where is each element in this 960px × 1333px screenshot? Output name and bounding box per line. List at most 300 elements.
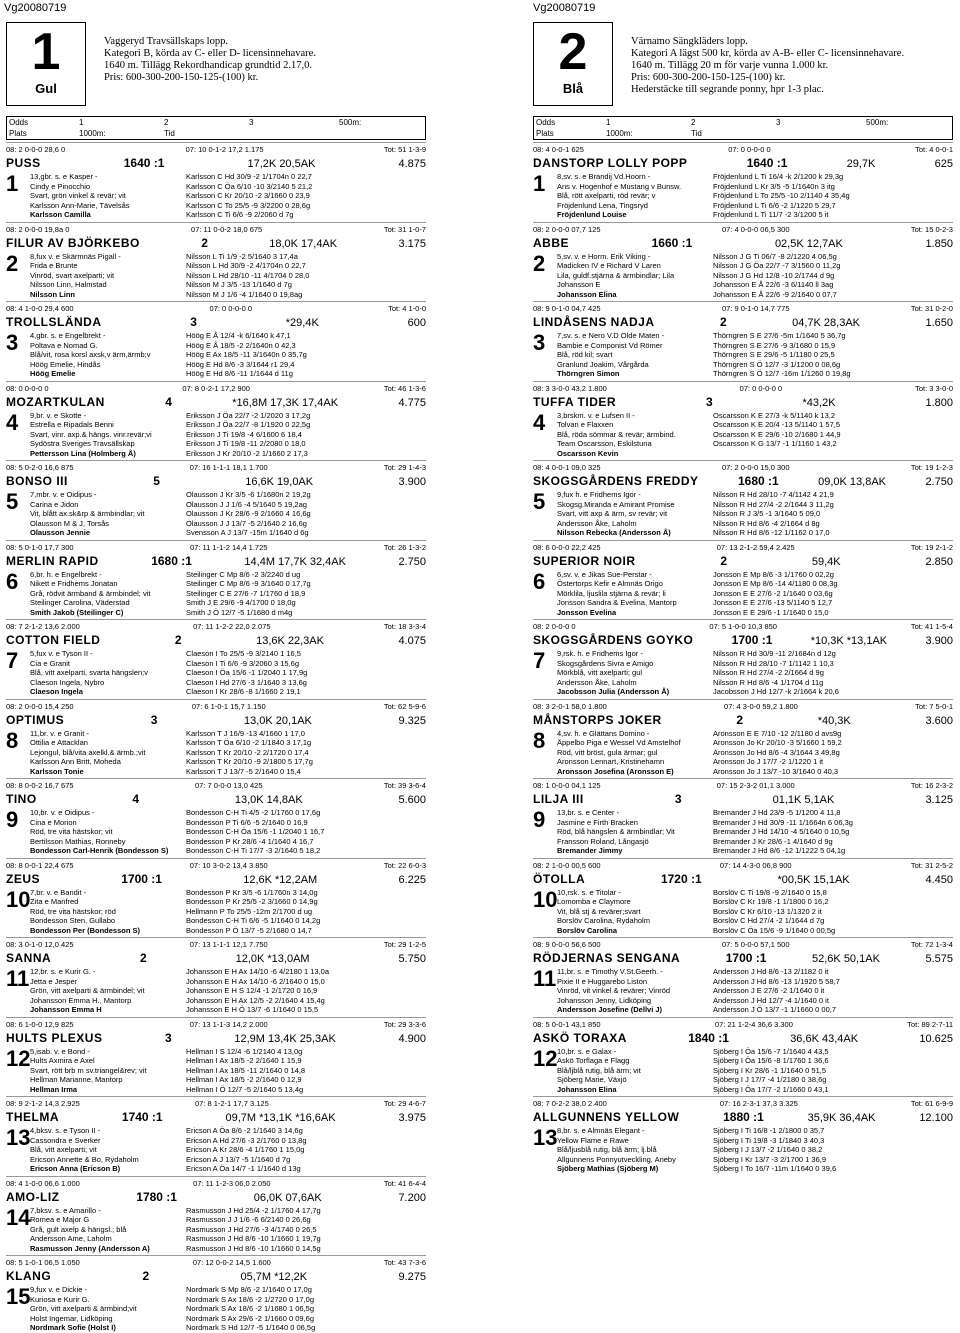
horse-name: BONSO III — [6, 474, 68, 488]
result-line: Jonsson E E 27/6 -2 1/1640 0 03,6g — [713, 588, 833, 598]
horse-driver: Aronsson Josefina (Aronsson E) — [557, 766, 674, 776]
horse-info-line: 12,br. s. e Kurir G. - — [30, 967, 96, 976]
race-condition-line: Pris: 600-300-200-150-125-(100) kr. — [104, 72, 259, 83]
horse-distance: 1840 :1 — [688, 1030, 729, 1045]
horse-body — [533, 967, 953, 1015]
stats-2007: 07: 8 1-2-1 17,7 3.125 — [194, 1099, 269, 1108]
race-condition-line: Kategori B, körda av C- eller D- licensinnehavare. — [104, 48, 316, 59]
horse-info — [557, 1126, 707, 1174]
horse-info-line: Team Oscarsson, Eskilstuna — [557, 439, 652, 448]
horse-body — [533, 1047, 953, 1095]
horse-info-line: 11,br. s. e Timothy V.St.Geerh. - — [557, 967, 663, 976]
horse-info-line: Cassondra e Sverker — [30, 1135, 101, 1145]
horse-entry — [533, 381, 953, 459]
horse-name-row — [533, 554, 953, 568]
horse-info-line: Östertorps Kefir e Almnäs Origo — [557, 579, 663, 588]
horse-record: 09,0K 13,8AK — [818, 476, 886, 488]
stats-2008: 08: 1 0-0-0 04,1 125 — [533, 781, 601, 790]
horse-info-line: Nilsson Linn, Halmstad — [30, 280, 107, 289]
horse-info — [557, 172, 707, 220]
horse-earnings: 2.750 — [398, 555, 426, 568]
horse-driver: Rasmusson Jenny (Andersson A) — [30, 1243, 150, 1253]
horse-distance: 3 — [150, 712, 158, 727]
stats-2008: 08: 2 0-0-0 28,6 0 — [6, 145, 66, 154]
result-line: Höög E Hd 8/6 -3 3/1644 r1 29,4 — [186, 359, 295, 369]
horse-info-line: Borslöv Carolina, Rydaholm — [557, 916, 650, 925]
horse-info-line: Svart, rött brb m sv.triangel&rev; vit — [30, 1065, 147, 1075]
stats-2007: 07: 11 1-2-3 06,0 2.050 — [193, 1178, 271, 1188]
horse-driver: Smith Jakob (Steilinger C) — [30, 607, 124, 617]
stats-2007: 07: 4 0-0-0 06,5 300 — [721, 224, 790, 234]
stats-total: Tot: 31 2-5-2 — [910, 860, 953, 870]
horse-entry — [6, 937, 426, 1015]
odds-box-label: Tid — [691, 129, 702, 138]
stats-2008: 08: 3 3-0-0 43,2 1.800 — [533, 383, 607, 393]
horse-stats — [6, 384, 426, 393]
horse-entry — [6, 1176, 426, 1254]
result-line: Borslöv C Kr 19/8 -1 1/1800 0 16,2 — [713, 897, 829, 906]
start-number: 3 — [533, 330, 546, 355]
horse-earnings: 2.850 — [925, 555, 953, 568]
horse-info-line: Grön, vitt axelparti & ärmbindel; vit — [30, 986, 145, 995]
result-line: Bremander J Hd 23/9 -5 1/1200 4 11,8 — [713, 808, 841, 817]
stats-2008: 08: 9 2-1-2 14,3 2.925 — [6, 1099, 80, 1108]
horse-earnings: 9.275 — [398, 1271, 426, 1283]
stats-total: Tot: 43 7-3-6 — [383, 1258, 426, 1267]
result-line: Ericson A Hd 27/6 -3 2/1760 0 13,8g — [186, 1135, 307, 1145]
horse-distance: 1720 :1 — [660, 871, 702, 886]
result-line: Hellman I Ax 18/5 -2 2/1640 0 12,9 — [186, 1075, 302, 1084]
stats-2008: 08: 7 2-1-2 13,6 2.000 — [6, 622, 80, 631]
start-number: 5 — [6, 489, 19, 514]
stats-2008: 08: 4 0-0-1 625 — [533, 145, 584, 154]
horse-info-line: 9,rsk. h. e Fridhems Igor - — [557, 649, 643, 658]
result-line: Nordmark S Hd 12/7 -5 1/1640 0 06,5g — [186, 1323, 316, 1332]
horse-name: SKOGSGÅRDENS FREDDY — [533, 474, 699, 488]
result-line: Johansson E H S 12/4 -1 2/1720 0 16,9 — [186, 986, 318, 995]
result-line: Thörngren S Ö 12/7 -3 1/1200 0 08,6g — [713, 359, 841, 369]
result-line: Bondesson P Ö 13/7 -5 2/1680 0 14,7 — [186, 925, 312, 935]
horse-driver: Oscarsson Kevin — [557, 448, 619, 458]
horse-distance: 2 — [736, 712, 744, 727]
stats-total: Tot: 22 6-0-3 — [383, 860, 426, 870]
result-line: Ericson A Kr 28/6 -4 1/1760 1 15,0g — [186, 1145, 305, 1154]
horse-info-line: Nikett e Fridhems Jonatan — [30, 579, 118, 588]
horse-record: 16,6K 19,0AK — [245, 476, 314, 488]
horse-driver: Johansson Elina — [557, 1084, 617, 1094]
horse-info-line: Estrella e Ripadals Benni — [30, 420, 114, 429]
start-number: 13 — [533, 1125, 558, 1150]
odds-box-label: Odds — [9, 118, 29, 127]
stats-2008: 08: 8 0-0-1 22,4 675 — [6, 860, 74, 870]
stats-total: Tot: 72 1-3-4 — [910, 940, 953, 949]
horse-info-line: Askö Torflaga e Flagg — [557, 1056, 630, 1065]
odds-box-label: Tid — [164, 129, 175, 138]
horse-earnings: 3.975 — [398, 1112, 426, 1124]
horse-earnings: 3.125 — [925, 794, 953, 806]
horse-stats — [6, 861, 426, 870]
odds-box-label: 500m: — [866, 118, 889, 127]
result-line: Sjöberg I Öa 15/6 -8 1/1760 1 36,6 — [713, 1056, 829, 1065]
horse-results — [713, 411, 953, 459]
horse-stats — [533, 384, 953, 393]
horse-entry — [6, 1096, 426, 1174]
result-line: Thörngren S Ö 12/7 -16m 1/1260 0 19,8g — [713, 369, 851, 378]
horse-info — [30, 570, 180, 618]
horse-name-row — [6, 792, 426, 806]
result-line: Nilsson R Hd 28/10 -7 1/1142 1 10,3 — [713, 658, 834, 668]
stats-2008: 08: 5 0-1-0 17,7 300 — [6, 542, 74, 552]
horse-info — [557, 570, 707, 618]
start-number: 9 — [533, 807, 546, 832]
stats-total: Tot: 29 1-2-5 — [383, 940, 426, 949]
horse-info-line: Andersson Åke, Laholm — [557, 518, 637, 528]
result-line: Nilsson J G Öa 22/7 -7 3/1560 0 11,2g — [713, 261, 841, 270]
result-line: Olausson J Kr 3/5 -6 1/1680n 2 19,2g — [186, 490, 311, 499]
stats-total: Tot: 39 3-6-4 — [383, 781, 426, 790]
result-line: Borslöv C Öa 15/6 -9 1/1640 0 00,5g — [713, 925, 836, 935]
horse-info — [557, 1047, 707, 1095]
horse-name: MERLIN RAPID — [6, 553, 99, 568]
horse-entry — [6, 778, 426, 856]
horse-info — [30, 729, 180, 777]
horse-info-line: Lomomba e Claymore — [557, 897, 631, 906]
horse-info — [30, 1285, 180, 1333]
horse-driver: Ericson Anna (Ericson B) — [30, 1164, 121, 1173]
horse-stats — [6, 1020, 426, 1029]
result-line: Johansson E Å 22/6 -9 2/1640 0 07,7 — [713, 289, 837, 299]
horse-stats — [533, 463, 953, 472]
horse-driver: Nilsson Linn — [30, 289, 75, 299]
race-column-2 — [533, 22, 953, 1174]
horse-distance: 2 — [201, 235, 208, 250]
stats-2008: 08: 0 0-0-0 0 — [6, 383, 49, 393]
horse-info-line: Kuriosa e Kurir G. — [30, 1294, 90, 1304]
result-line: Steilinger C Mp 8/6 -2 3/2240 d ug — [186, 569, 301, 579]
horse-earnings: 1.800 — [925, 396, 953, 409]
horse-info-line: Mörklila, ljuslila stjärna & revär; li — [557, 588, 666, 598]
horse-driver: Sjöberg Mathias (Sjöberg M) — [557, 1164, 659, 1173]
horse-record: 06,0K 07,6AK — [253, 1191, 322, 1204]
result-line: Jonsson E Mp 8/6 -14 4/1180 0 08,3g — [713, 579, 838, 588]
horse-info-line: Jetta e Jesper — [30, 976, 78, 986]
horse-earnings: 4.450 — [925, 873, 953, 886]
horse-results — [186, 729, 426, 777]
horse-name: LINDÅSENS NADJA — [533, 315, 655, 329]
result-line: Sjöberg I J 17/7 -4 1/2180 0 38,6g — [713, 1075, 827, 1084]
horse-info-line: 9,br. v. e Skotte - — [30, 410, 87, 420]
horse-distance: 2 — [720, 553, 728, 568]
stats-2008: 08: 5 0-0-1 43,1 850 — [533, 1019, 601, 1029]
result-line: Sjöberg I Kr 13/7 -3 2/1700 1 36,9 — [713, 1154, 826, 1164]
horse-info-line: 5,fux v. e Tyson II - — [30, 649, 93, 658]
horse-results — [186, 570, 426, 618]
start-number: 12 — [6, 1045, 31, 1071]
result-line: Nilsson M J 1/6 -4 1/1640 0 19,8ag — [186, 289, 303, 299]
horse-name: OPTIMUS — [6, 712, 65, 727]
start-number: 12 — [533, 1045, 558, 1071]
horse-info-line: Tolvan e Flaxxen — [557, 420, 614, 429]
horse-distance: 2 — [174, 633, 182, 647]
horse-record: 09,7M *13,1K *16,6AK — [225, 1112, 336, 1124]
result-line: Höög E Å 12/4 -k 6/1640 k 47,1 — [186, 331, 291, 340]
horse-earnings: 10.625 — [919, 1032, 953, 1045]
horse-info — [557, 649, 707, 697]
race-number: 2 — [558, 23, 588, 81]
horse-body — [6, 1285, 426, 1333]
horse-record: 35,9K 36,4AK — [807, 1112, 876, 1124]
horse-entry — [6, 381, 426, 459]
horse-info-line: Johansson E — [557, 280, 601, 289]
race-conditions — [104, 36, 316, 84]
horse-earnings: 5.575 — [925, 953, 953, 965]
horse-info — [30, 490, 180, 538]
result-line: Sjöberg I Ti 16/8 -1 2/1800 0 35,7 — [713, 1126, 825, 1135]
horse-distance: 3 — [705, 394, 713, 409]
horse-info-line: Svart, grön vinkel & revär; vit — [30, 191, 126, 200]
start-number: 4 — [6, 409, 19, 435]
horse-info-line: Yellow Flame e Rawe — [557, 1135, 629, 1145]
horse-results — [186, 1047, 426, 1095]
result-line: Jonsson E Mp 8/6 -3 1/1760 0 02,2g — [713, 569, 834, 579]
start-number: 8 — [533, 727, 546, 753]
horse-driver: Bondesson Per (Bondesson S) — [30, 925, 141, 935]
horse-stats — [533, 940, 953, 949]
horse-info-line: Vinröd, svart axelparti; vit — [30, 270, 115, 280]
horse-name: ÖTOLLA — [533, 871, 586, 886]
horse-body — [6, 649, 426, 697]
horse-entry — [533, 222, 953, 300]
horse-info-line: Bondesson Sten, Gullabo — [30, 916, 116, 925]
horse-name: TUFFA TIDER — [533, 394, 617, 409]
horse-info-line: 4,sv. h. e Glättans Domino - — [557, 728, 650, 738]
result-line: Höög E Ax 18/5 -11 3/1640n 0 35,7g — [186, 350, 307, 359]
horse-name: SKOGSGÅRDENS GOYKO — [533, 633, 694, 647]
horse-info-line: Vit, blått ax.sk&rp & ärmbindlar; vit — [30, 509, 145, 518]
horse-info-line: Blå, röda sömmar & revär; ärmbind. — [557, 429, 676, 439]
horse-body — [533, 888, 953, 936]
horse-info-line: Ottilia e Attacklan — [30, 738, 88, 747]
result-line: Bondesson P Kr 28/6 -4 1/1640 4 16,7 — [186, 836, 314, 846]
stats-2007: 07: 9 0-1-0 14,7 775 — [721, 304, 790, 313]
horse-name-row — [533, 1031, 953, 1045]
odds-box-label: 3 — [249, 118, 254, 127]
horse-info-line: Grå, gult axelp & hängsl.; blå — [30, 1224, 127, 1234]
stats-total: Tot: 16 2-3-2 — [910, 781, 953, 790]
horse-info-line: 8,br. s. e Almnäs Elegant - — [557, 1126, 645, 1135]
horse-name: ALLGUNNENS YELLOW — [533, 1110, 680, 1124]
horse-info-line: Blå, vitt axelparti; vit — [30, 1145, 97, 1154]
stats-2007: 07: 7 0-0-0 13,0 425 — [194, 781, 263, 790]
horse-results — [186, 172, 426, 220]
horse-record: 02,5K 12,7AK — [774, 237, 843, 250]
horse-driver: Bondesson Carl-Henrik (Bondesson S) — [30, 846, 169, 855]
horse-record: 13,0K 20,1AK — [243, 714, 312, 727]
result-line: Oscarsson K E 27/3 -k 5/1140 k 13,2 — [713, 410, 836, 420]
stats-2007: 07: 10 0-1-2 17,2 1.175 — [185, 145, 264, 154]
horse-name-row — [533, 236, 953, 250]
horse-results — [186, 1126, 426, 1174]
result-line: Nordmark S Ax 18/6 -2 1/1680 1 06,5g — [186, 1304, 314, 1313]
result-line: Borslöv C Hd 27/4 -2 1/1644 d 7g — [713, 916, 825, 925]
horse-info — [30, 1047, 180, 1095]
horse-info-line: Jonsson Sandra & Evelina, Mantorp — [557, 598, 677, 607]
stats-total: Tot: 18 3-3-4 — [383, 622, 426, 631]
horse-info-line: Röd, tre vita hästskor; röd — [30, 906, 116, 916]
horse-info-line: Bertilsson Mathias, Ronneby — [30, 836, 126, 846]
result-line: Borslöv C Kr 6/10 -13 1/1320 2 it — [713, 906, 822, 916]
stats-2008: 08: 3 0-1-0 12,0 425 — [6, 940, 74, 949]
odds-box-label: 1 — [79, 118, 84, 127]
horse-info — [557, 808, 707, 856]
horse-stats — [6, 1258, 426, 1267]
horse-results — [186, 331, 426, 379]
horse-info — [30, 411, 180, 459]
stats-total: Tot: 29 1-4-3 — [383, 463, 426, 472]
horse-distance: 1740 :1 — [121, 1110, 163, 1124]
horse-info-line: Holst Ingemar, Lidköping — [30, 1313, 113, 1323]
horse-info-line: 13,gbr. s. e Kasper - — [30, 172, 98, 181]
horse-info-line: Vit, blå stj & revärer;svart — [557, 906, 641, 916]
horse-name-row — [533, 713, 953, 727]
horse-driver: Nilsson Rebecka (Andersson Å) — [557, 528, 671, 537]
horse-stats — [533, 622, 953, 631]
result-line: Rasmusson J Hd 8/6 -10 1/1660 0 14,5g — [186, 1243, 321, 1253]
horse-stats — [6, 781, 426, 790]
horse-info-line: Claeson Ingela, Nybro — [30, 677, 105, 687]
horse-name: DANSTORP LOLLY POPP — [533, 156, 688, 170]
stats-total: Tot: 19 1-2-3 — [910, 463, 953, 472]
horse-info-line: 8,sv. s. e Brandij Vd.Hoorn - — [557, 172, 651, 181]
horse-stats — [6, 463, 426, 472]
result-line: Nilsson M J 3/5 -13 1/1640 d 7g — [186, 280, 292, 289]
race-condition-line: Hederstäcke till segrande ponny, hpr 1-3 plac. — [631, 84, 824, 95]
horse-info — [30, 967, 180, 1015]
horse-results — [186, 967, 426, 1015]
result-line: Karlsson C Öa 6/10 -10 3/2140 5 21,2 — [186, 181, 313, 191]
result-line: Andersson J Hd 12/7 -4 1/1640 0 it — [713, 995, 829, 1005]
horse-results — [186, 649, 426, 697]
odds-box-label: Plats — [536, 129, 554, 138]
stats-2007: 07: 13 2-1-2 59,4 2.425 — [716, 542, 795, 552]
horse-name-row — [6, 554, 426, 568]
stats-total: Tot: 62 5-9-6 — [383, 701, 426, 711]
horse-earnings: 3.175 — [398, 237, 426, 250]
result-line: Bremander J Hd 30/9 -11 1/1664n 6 06,3g — [713, 817, 853, 827]
horse-distance: 2 — [719, 315, 727, 329]
result-line: Eriksson J Kr 20/10 -2 1/1660 2 17,3 — [186, 448, 308, 458]
result-line: Nilsson R Hd 30/9 -11 2/1684n d 12g — [713, 649, 836, 658]
horse-stats — [533, 861, 953, 870]
horse-name: RÖDJERNAS SENGANA — [533, 951, 681, 965]
odds-box-label: 1000m: — [79, 129, 106, 138]
horse-driver: Karlsson Camilla — [30, 210, 91, 219]
stats-2008: 08: 6 1-0-0 12,9 825 — [6, 1019, 74, 1029]
result-line: Bondesson C-H Ti 17/7 -3 2/1640 5 18,2 — [186, 846, 321, 855]
result-line: Nilsson L Ti 1/9 -2 5/1640 3 17,4a — [186, 251, 298, 261]
result-line: Claeson I Öa 15/6 -1 1/2040 1 17,9g — [186, 668, 308, 677]
horse-name-row — [6, 872, 426, 886]
horse-driver: Claeson Ingela — [30, 687, 83, 696]
horse-name: SANNA — [6, 951, 52, 965]
result-line: Jonsson E E 27/6 -13 5/1140 5 12,7 — [713, 598, 833, 607]
horse-info-line: 11,br. v. e Granit - — [30, 728, 89, 738]
stats-2007: 07: 5 0-0-0 57,1 500 — [721, 940, 790, 949]
result-line: Rasmusson J Hd 27/6 -3 4/1740 0 26,5 — [186, 1224, 317, 1234]
horse-driver: Bremander Jimmy — [557, 846, 623, 855]
horse-driver: Thörngren Simon — [557, 369, 620, 378]
horse-results — [186, 888, 426, 936]
result-line: Oscarsson K E 20/4 -13 5/1140 1 57,5 — [713, 420, 841, 429]
horse-info — [557, 888, 707, 936]
horse-driver: Fröjdenlund Louise — [557, 210, 627, 219]
horse-driver: Andersson Josefine (Dellvi J) — [557, 1005, 663, 1014]
stats-total: Tot: 29 3-3-6 — [383, 1019, 426, 1029]
horse-driver: Höög Emelie — [30, 369, 76, 378]
horse-body — [6, 172, 426, 220]
horse-info-line: 10,rsk. s. e Titolar - — [557, 887, 621, 897]
horse-earnings: 3.900 — [925, 635, 953, 647]
horse-entry — [6, 301, 426, 379]
horse-info-line: 5,sv. v. e Horm. Erik Viking - — [557, 251, 651, 261]
horse-info-line: Karlsson Ann Britt, Moheda — [30, 757, 121, 766]
horse-info — [30, 649, 180, 697]
horse-record: 36,6K 43,4AK — [790, 1032, 859, 1045]
horse-info — [30, 1206, 180, 1254]
horse-name-row — [6, 395, 426, 409]
horse-info-line: 6,br. h. e Engelbrekt - — [30, 569, 102, 579]
horse-distance: 1640 :1 — [123, 156, 165, 170]
horse-results — [713, 331, 953, 379]
result-line: Andersson J Ö 13/7 -1 1/1660 0 00,7 — [713, 1005, 836, 1014]
horse-record: *00,5K 15,1AK — [777, 873, 850, 886]
horse-info-line: 8,fux v. e Skärmnäs Pigall - — [30, 251, 121, 261]
result-line: Johansson E H Ax 12/5 -2 2/1640 4 15,4g — [186, 995, 325, 1005]
horse-driver: Jonsson Evelina — [557, 607, 617, 617]
horse-info-line: Steilinger Carolina, Väderstad — [30, 598, 130, 607]
horse-results — [186, 808, 426, 856]
horse-results — [713, 888, 953, 936]
stats-total: Tot: 19 2-1-2 — [910, 542, 953, 552]
horse-entry — [533, 619, 953, 697]
horse-name: PUSS — [6, 156, 41, 170]
horse-body — [6, 411, 426, 459]
start-number: 14 — [6, 1204, 31, 1230]
horse-info — [557, 967, 707, 1015]
horse-earnings: 600 — [407, 317, 426, 329]
horse-distance: 1680 :1 — [737, 474, 779, 488]
horse-stats — [533, 304, 953, 313]
horse-info-line: 10,br. v. e Oidipus - — [30, 808, 95, 817]
horse-info-line: Hellman Marianne, Mantorp — [30, 1075, 123, 1084]
result-line: Oscarsson K G 13/7 -1 1/1160 1 43,2 — [713, 439, 837, 448]
stats-total: Tot: 4 1-0-0 — [388, 304, 426, 313]
horse-record: 12,0K *13,0AM — [235, 953, 310, 965]
horse-name: ZEUS — [6, 871, 41, 886]
horse-entry — [533, 1096, 953, 1174]
start-number: 5 — [533, 489, 546, 514]
horse-entry — [533, 460, 953, 538]
horse-driver: Borslöv Carolina — [557, 925, 618, 935]
horse-distance: 1640 :1 — [746, 156, 788, 170]
horse-name: MOZARTKULAN — [6, 394, 105, 409]
horse-info-line: Pixie II e Huggarebo Liston — [557, 976, 648, 986]
stats-2007: 07: 8 0-2-1 17,2 900 — [182, 383, 250, 393]
result-line: Bremander J Kr 28/6 -1 4/1640 d 9g — [713, 836, 833, 846]
horse-info-line: Karlsson Ann-Marie, Tävelsås — [30, 200, 130, 210]
result-line: Karlsson T J 13/7 -5 2/1640 0 15,4 — [186, 766, 301, 776]
horse-entry — [533, 142, 953, 220]
